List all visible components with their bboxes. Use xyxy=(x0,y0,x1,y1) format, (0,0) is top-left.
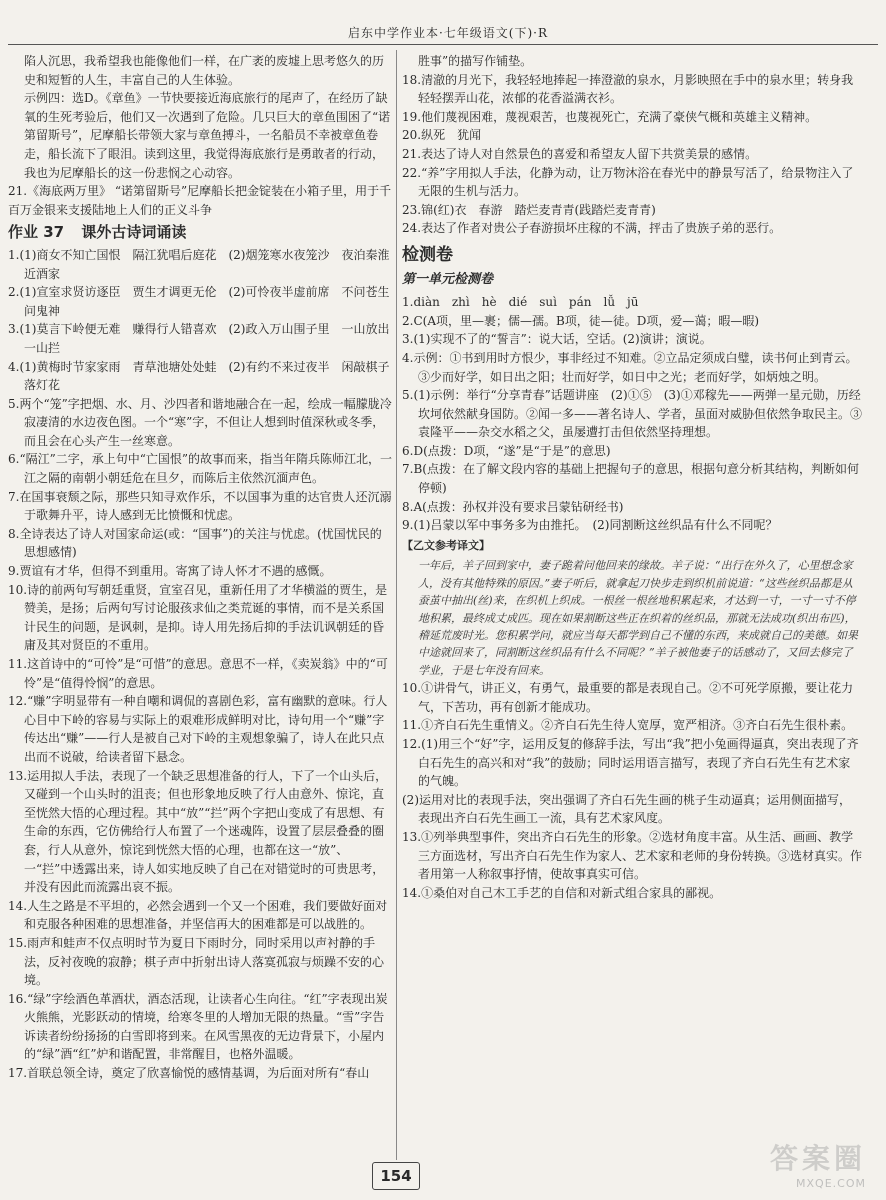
answer-item: 24.表达了作者对贵公子春游损坏庄稼的不满，抨击了贵族子弟的恶行。 xyxy=(402,221,782,236)
answer-item: 6.“隔江”二字，承上句中“亡国恨”的故事而来，指当年隋兵陈师江北，一江之隔的南朝小朝廷危在旦夕，而陈后主依然沉湎声色。 xyxy=(8,452,392,486)
left-answer-list xyxy=(8,246,393,1083)
answer-item: 11.这首诗中的“可怜”是“可惜”的意思。意思不一样，《卖炭翁》中的“可怜”是“值得怜悯”的意思。 xyxy=(8,657,388,690)
answer-item: 11.①齐白石先生重情义。②齐白石先生待人宽厚，宽严相济。③齐白石先生很朴素。 xyxy=(402,718,854,733)
answer-item: 8.A(点拨：孙权并没有要求吕蒙钻研经书) xyxy=(402,499,624,514)
page-number: 154 xyxy=(372,1162,420,1190)
answer-item: 20.纵死 犹闻 xyxy=(402,128,482,143)
test-section-title: 检测卷 xyxy=(402,244,453,265)
left-preamble xyxy=(8,52,393,219)
answer-item: 23.锦(红)衣 春游 踏烂麦青青(践踏烂麦青青) xyxy=(402,202,656,217)
answer-item: 22.“养”字用拟人手法，化静为动，让万物沐浴在春光中的静景写活了，给景物注入了无限的生机与活力。 xyxy=(402,165,854,199)
right-answer-list-a xyxy=(402,71,862,238)
answer-item: 7.在国事衰颓之际，那些只知寻欢作乐，不以国事为重的达官贵人还沉溺于歌舞升平，诗人感到无比愤慨和忧虑。 xyxy=(8,489,392,523)
right-answer-list-b xyxy=(402,293,862,535)
answer-item: 12.“赚”字明显带有一种自嘲和调侃的喜剧色彩，富有幽默的意味。行人心目中下岭的容易与实际上的艰难形成鲜明对比，诗句用一个“赚”字传达出“赚”——行人是被自己对下岭的主观想象骗了，诗人在此只点出而不说破，给读者留下悬念。 xyxy=(8,694,388,764)
answer-item: 13.运用拟人手法，表现了一个缺乏思想准备的行人，下了一个山头后，又碰到一个山头时的沮丧；但也形象地反映了行人由意外、惊诧，直至恍然大悟的心理过程。其中“放”“拦”两个字把山变成了有思想、有生命的东西，它仿佛给行人布置了一个迷魂阵，设置了层层叠叠的圈套，行人从意外，惊诧到恍然大悟的心理，也都在这一“放”、一“拦”中透露出来，诗人如实地反映了自己在对错觉时的可贵思考，并没有因此而流露出哀不振。 xyxy=(8,768,388,895)
right-answer-list-c xyxy=(402,679,862,902)
answer-item: 2.(1)宣室求贤访逐臣 贾生才调更无伦 (2)可怜夜半虚前席 不问苍生问鬼神 xyxy=(8,285,390,318)
answer-item: 5.两个“笼”字把烟、水、月、沙四者和谐地融合在一起，绘成一幅朦胧冷寂凄清的水边夜色图。一个“寒”字，不但让人想到时值深秋或冬季，而且会在心头产生一丝寒意。 xyxy=(8,396,392,448)
answer-item: 3.(1)实现不了的“誓言”：说大话，空话。(2)演讲；演说。 xyxy=(402,332,712,347)
section-header xyxy=(8,223,393,242)
watermark-text: 答案圈 xyxy=(769,1142,866,1175)
answer-item: 胜事”的描写作铺垫。 xyxy=(418,54,533,68)
answer-item: 10.诗的前两句写朝廷重贤，宣室召见，重新任用了才华横溢的贾生，是赞美，是扬；后两句写讨论服孩求仙之类荒诞的事情，而不是关系国计民生的问题，是讽刺，是抑。诗人用先扬后抑的手法讥讽朝廷的昏庸及其对贤臣的不重用。 xyxy=(8,582,388,653)
answer-item: 21.表达了诗人对自然景色的喜爱和希望友人留下共赏美景的感情。 xyxy=(402,146,758,161)
answer-item: 2.C(A项，里—裹；儒—孺。B项，徒—徒。D项，爱—蔼；暇—暇) xyxy=(402,313,760,328)
answer-item: 陷人沉思，我希望我也能像他们一样，在广袤的废墟上思考悠久的历史和短暂的人生，丰富自己的人生体验。 xyxy=(24,54,385,87)
column-divider xyxy=(396,50,397,1160)
left-column xyxy=(8,52,393,1083)
answer-item: 8.全诗表达了诗人对国家命运(或：“国事”)的关注与忧虑。(忧国忧民的思想感情) xyxy=(8,526,382,560)
answer-item: 16.“绿”字绘酒色革酒状，酒态活现，让读者心生向往。“红”字表现出炭火熊熊，光影跃动的情境，给寒冬里的人增加无限的热量。“雪”字告诉读者纷纷扬扬的白雪即将到来。在风雪黑夜的无边背景下，小屋内的“绿”酒“红”炉和谐配置，非常醒目，也格外温暖。 xyxy=(8,991,388,1062)
answer-item: 1.(1)商女不知亡国恨 隔江犹唱后庭花 (2)烟笼寒水夜笼沙 夜泊秦淮近酒家 xyxy=(8,247,390,281)
answer-item: 9.(1)吕蒙以军中事务多为由推托。 (2)同割断这丝织品有什么不同呢？ xyxy=(402,518,778,533)
answer-item: 9.贾谊有才华，但得不到重用。寄寓了诗人怀才不遇的感慨。 xyxy=(8,564,332,579)
answer-item: 6.D(点拨：D项，“遂”是“于是”的意思) xyxy=(402,443,611,458)
watermark-logo xyxy=(770,1137,866,1190)
right-preamble xyxy=(402,52,862,71)
unit-test-title: 第一单元检测卷 xyxy=(402,271,494,287)
answer-item: 14.人生之路是不平坦的，必然会遇到一个又一个困难，我们要做好面对和克服各种困难的思想准备，并坚信再大的困难都是可以战胜的。 xyxy=(8,898,388,932)
section-number: 作业 37 xyxy=(8,223,65,242)
running-header xyxy=(8,22,878,45)
header-title: 启东中学作业本·七年级语文(下)·R xyxy=(347,26,548,40)
answer-item: 4.(1)黄梅时节家家雨 青草池塘处处蛙 (2)有约不来过夜半 闲敲棋子落灯花 xyxy=(8,359,390,393)
watermark-url: MXQE.COM xyxy=(796,1177,866,1190)
answer-item: 5.(1)示例：举行“分享青春”话题讲座 (2)①⑤ (3)①邓稼先——两弹一星元勋，历经坎坷依然献身国防。②闻一多——著名诗人、学者，虽面对威胁但依然争取民主。③袁隆平——杂交水稻之父，虽屡遭打击但依然坚持理想。 xyxy=(402,388,863,440)
answer-item: 19.他们蔑视困难，蔑视艰苦，也蔑视死亡，充满了豪侠气概和英雄主义精神。 xyxy=(402,109,818,124)
answer-item: 13.①列举典型事件，突出齐白石先生的形象。②选材角度丰富。从生活、画画、教学三方面选材，写出齐白石先生作为家人、艺术家和老师的身份转换。③选材真实。作者用第一人称叙事抒情，使故事真实可信。 xyxy=(402,830,863,882)
section-title: 课外古诗词诵读 xyxy=(81,223,187,242)
answer-item: 15.雨声和蛙声不仅点明时节为夏日下雨时分，同时采用以声衬静的手法，反衬夜晚的寂静；棋子声中折射出诗人落寞孤寂与烦躁不安的心境。 xyxy=(8,935,385,988)
translation-label: 【乙文参考译文】 xyxy=(402,538,490,552)
answer-item: 4.示例：①书到用时方恨少，事非经过不知难。②立品定须成白璧，读书何止到青云。③少而好学，如日出之阳；壮而好学，如日中之光；老而好学，如炳烛之明。 xyxy=(402,350,858,384)
answer-item: 1.diàn zhì hè dié suì pán lǚ jū xyxy=(402,295,639,310)
answer-item: 21.《海底两万里》 “诺第留斯号”尼摩船长把金锭装在小箱子里，用于千百万金银来支援陆地上人们的正义斗争 xyxy=(8,184,392,217)
answer-item: 14.①桑伯对自己木工手艺的自信和对新式组合家具的鄙视。 xyxy=(402,885,722,900)
answer-item: 3.(1)莫言下岭便无难 赚得行人错喜欢 (2)政入万山围子里 一山放出一山拦 xyxy=(8,322,390,355)
translation-text: 一年后，羊子回到家中，妻子跪着问他回来的缘故。羊子说：“出行在外久了，心里想念家人，没有其他特殊的原因。”妻子听后，就拿起刀快步走到织机前说道：“这些丝织品都是从蚕茧中抽出(丝)来，在织机上织成。一根丝一根丝地积累起来，才达到一寸，一寸一寸不停地积累，最终成丈成匹。现在如果割断这些正在织着的丝织品，那就无法成功(织出布匹)，稽延荒废时光。您积累学问，就应当每天都学到自己不懂的东西，来成就自己的美德。如果中途就回来了，同割断这丝织品有什么不同呢？”羊子被他妻子的话感动了，又回去修完了学业，于是七年没有回来。 xyxy=(418,559,858,677)
answer-item: 10.①讲骨气，讲正义，有勇气，最重要的都是表现自己。②不可死学原搬，要让花力气，下苦功，再有创新才能成功。 xyxy=(402,681,854,714)
answer-item: (2)运用对比的表现手法，突出强调了齐白石先生画的桃子生动逼真；运用侧面描写，表现出齐白石先生画工一流，具有艺术家风度。 xyxy=(402,792,852,826)
answer-item: 18.清澈的月光下，我轻轻地捧起一捧澄澈的泉水，月影映照在手中的泉水里；转身我轻轻摆弄山花，浓郁的花香溢满衣衫。 xyxy=(402,72,854,106)
answer-item: 7.B(点拨：在了解文段内容的基础上把握句子的意思，根据句意分析其结构，判断如何停顿) xyxy=(402,462,859,496)
answer-item: 示例四：选D。《章鱼》一节快要接近海底旅行的尾声了，在经历了缺氧的生死考验后，他们又一次遇到了危险。几只巨大的章鱼围困了“诺第留斯号”，尼摩船长带领大家与章鱼搏斗，一名船员不幸被章鱼卷走，船长流下了眼泪。读到这里，我觉得海底旅行是勇敢者的行动，我也为尼摩船长的这一份悲悯之心动容。 xyxy=(24,91,391,180)
right-column xyxy=(402,52,862,902)
answer-item: 17.首联总领全诗，奠定了欣喜愉悦的感情基调，为后面对所有“春山 xyxy=(8,1066,370,1081)
answer-item: 12.(1)用三个“好”字，运用反复的修辞手法，写出“我”把小兔画得逼真，突出表现了齐白石先生的高兴和对“我”的鼓励；同时运用语言描写，表现了齐白石先生有艺术家的气魄。 xyxy=(402,737,859,789)
